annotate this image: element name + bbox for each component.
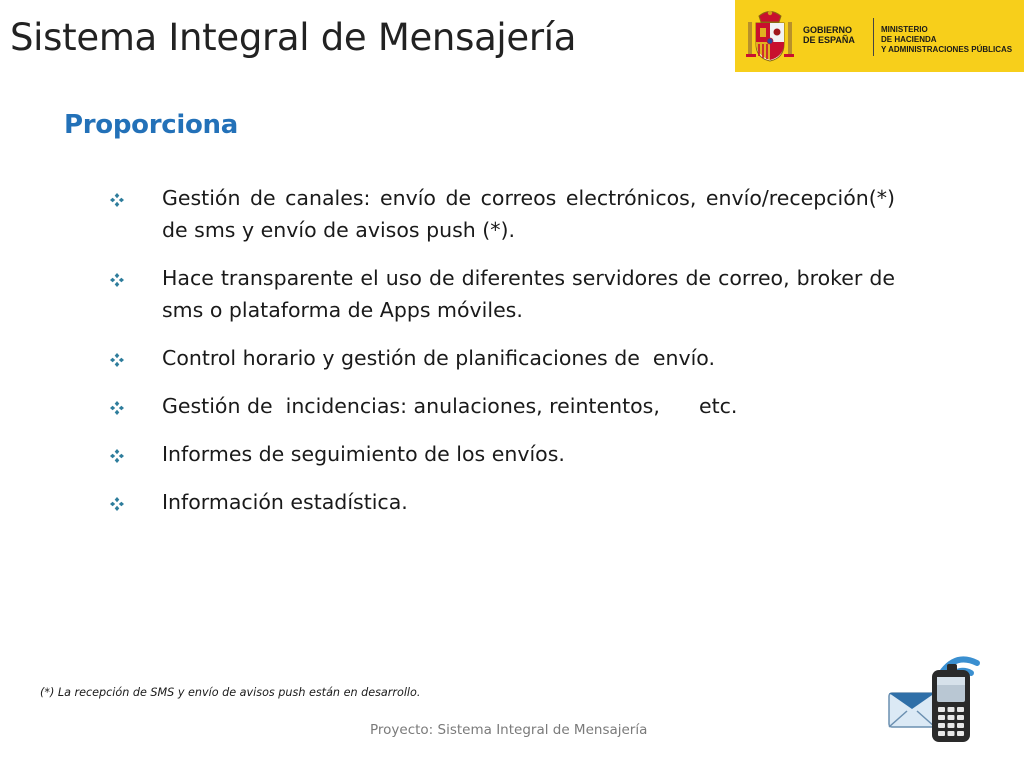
list-item: [110, 390, 895, 422]
diamond-bullet-icon: [110, 401, 124, 415]
ministry-line-1: MINISTERIO: [881, 25, 928, 34]
bullet-text: Control horario y gestión de planificaciones de envío.: [162, 346, 716, 370]
diamond-bullet-icon: [110, 449, 124, 463]
footnote: (*) La recepción de SMS y envío de avisos push están en desarrollo.: [40, 686, 421, 699]
section-subtitle: Proporciona: [64, 110, 238, 140]
list-item: [110, 486, 895, 518]
diamond-bullet-icon: [110, 497, 124, 511]
diamond-bullet-icon: [110, 273, 124, 287]
government-logo: [735, 0, 1024, 72]
list-item: [110, 438, 895, 470]
bullet-text: Hace transparente el uso de diferentes servidores de correo, broker de sms o plataforma de Apps móviles.: [162, 266, 902, 322]
bullet-text: Gestión de canales: envío de correos electrónicos, envío/recepción(*) de sms y envío de avisos push (*).: [162, 186, 902, 242]
list-item: [110, 262, 902, 326]
list-item: [110, 342, 895, 374]
bullet-text: Información estadística.: [162, 490, 408, 514]
bullet-list: [110, 182, 902, 534]
logo-divider: [873, 18, 874, 56]
slide-title: Sistema Integral de Mensajería: [10, 16, 577, 59]
government-line-1: GOBIERNO: [803, 25, 853, 35]
ministry-line-3: Y ADMINISTRACIONES PÚBLICAS: [881, 45, 1013, 54]
government-line-2: DE ESPAÑA: [803, 35, 855, 45]
coat-of-arms-icon: [745, 8, 795, 64]
diamond-bullet-icon: [110, 353, 124, 367]
mobile-messaging-icon: [885, 645, 995, 765]
bullet-text: Gestión de incidencias: anulaciones, reintentos, etc.: [162, 394, 738, 418]
footer-project: Proyecto: Sistema Integral de Mensajería: [370, 722, 648, 738]
ministry-label: [881, 25, 1021, 55]
ministry-line-2: DE HACIENDA: [881, 35, 937, 44]
government-label: [803, 25, 883, 45]
list-item: [110, 182, 902, 246]
diamond-bullet-icon: [110, 193, 124, 207]
bullet-text: Informes de seguimiento de los envíos.: [162, 442, 565, 466]
